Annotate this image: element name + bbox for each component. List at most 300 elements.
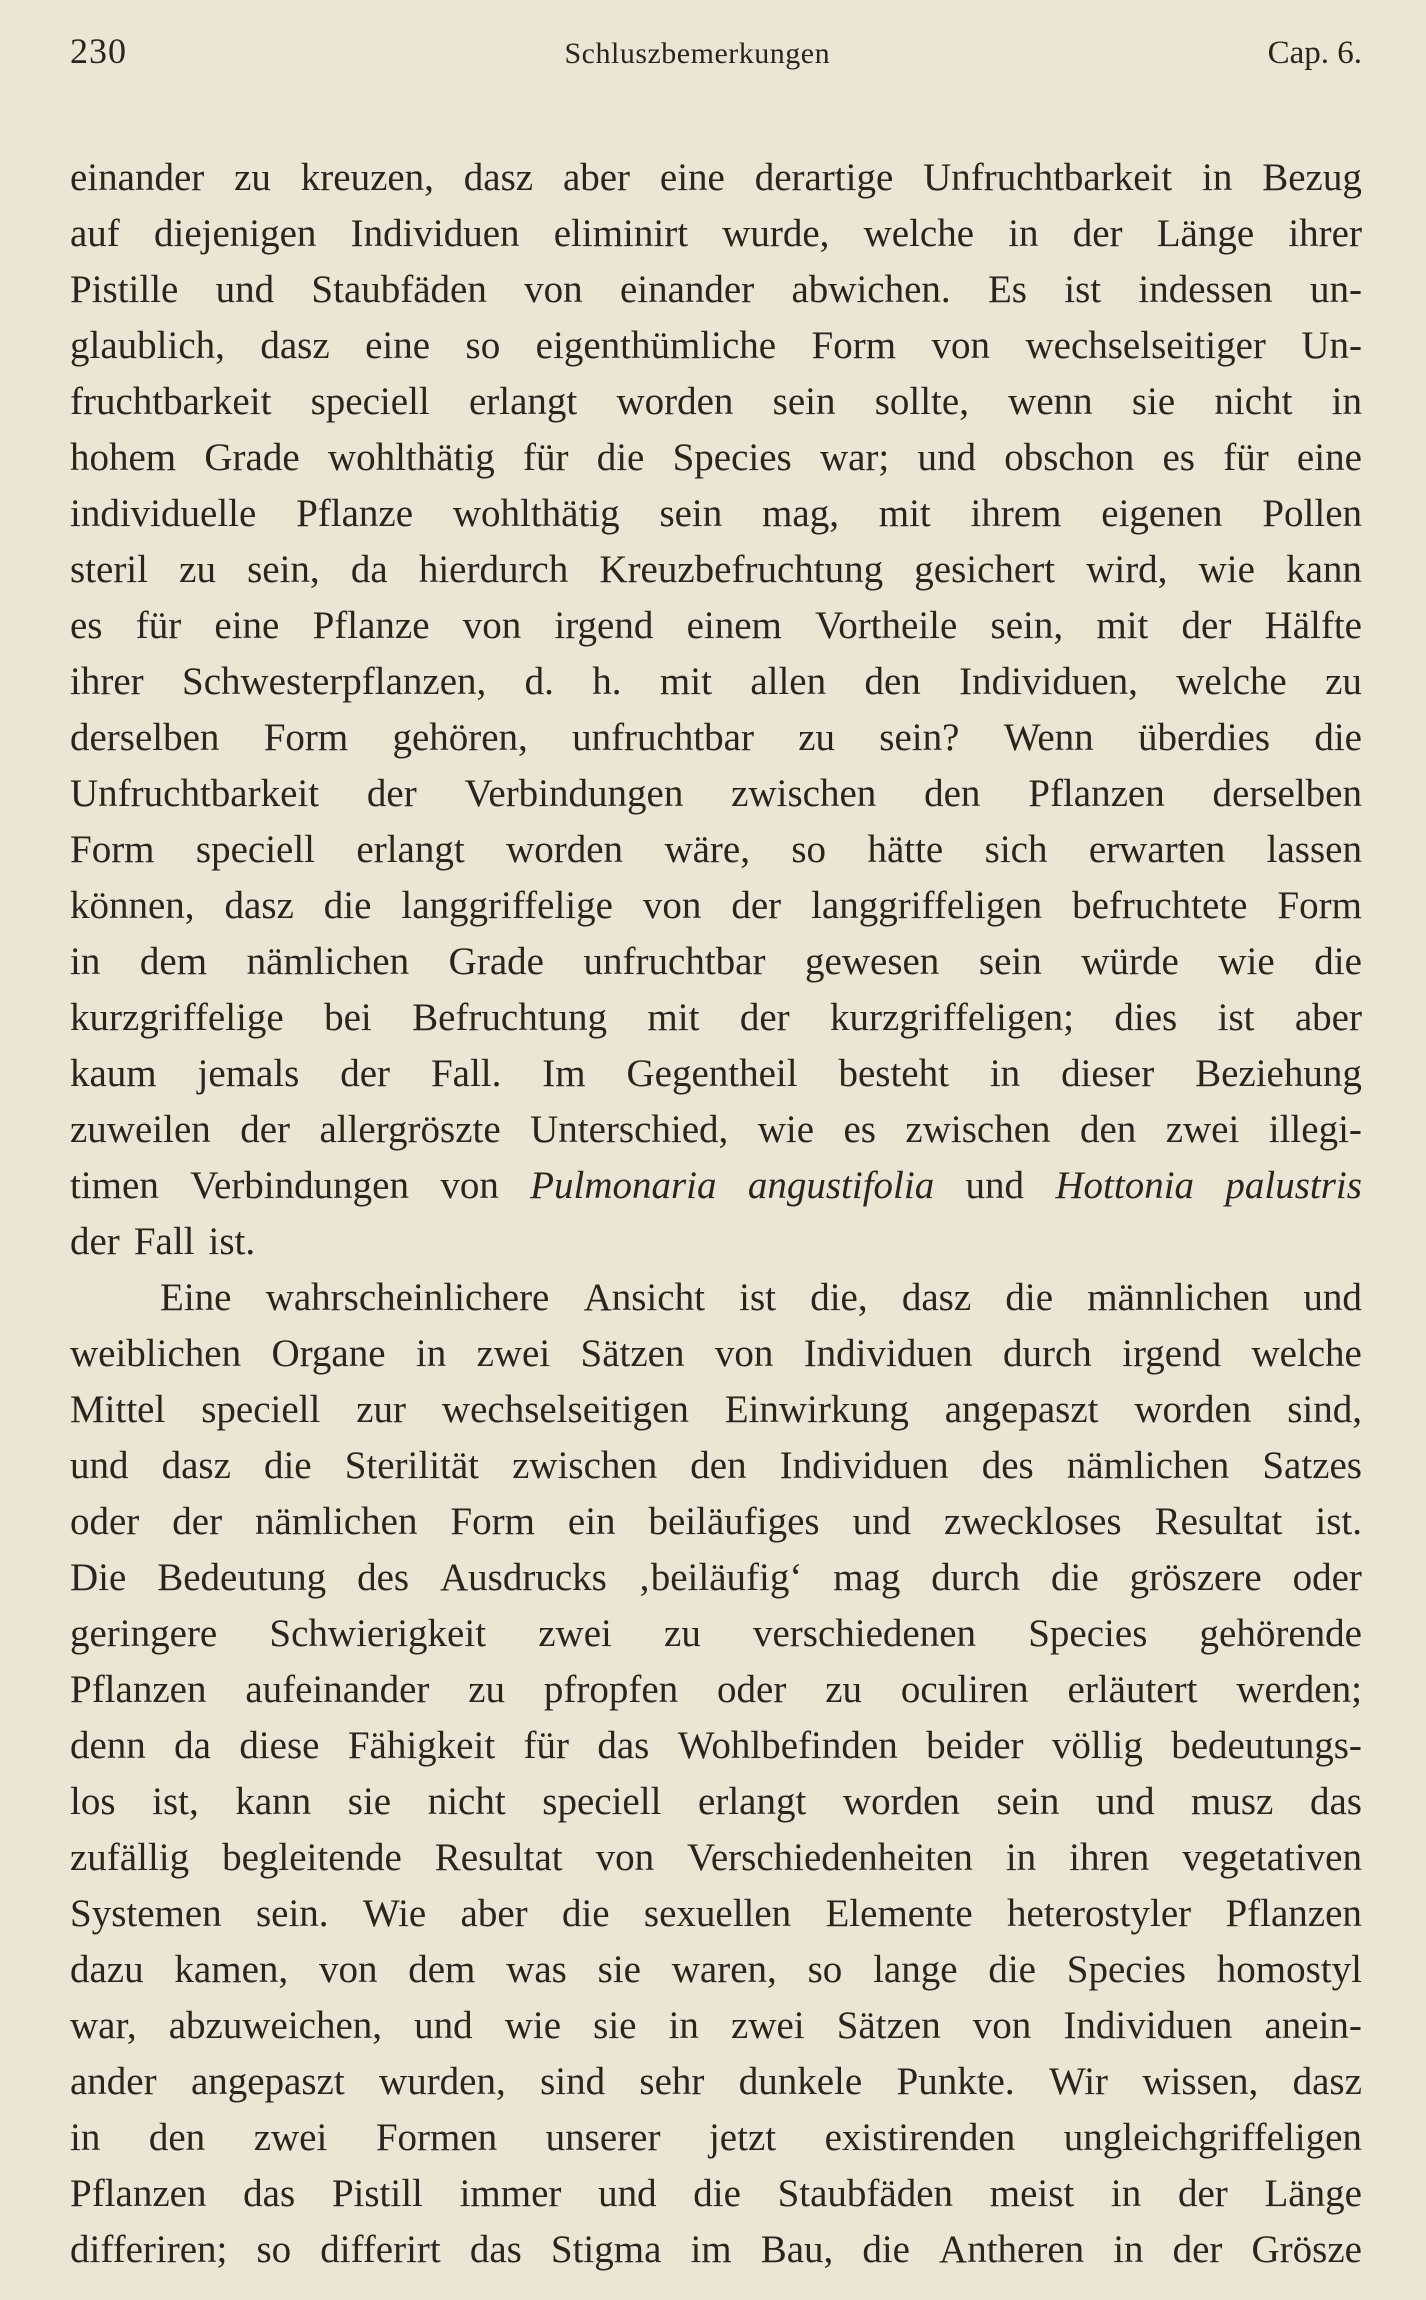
text-line: [70, 990, 1362, 1046]
word: da: [174, 1724, 211, 1767]
word: ist: [1217, 996, 1255, 1039]
word: Staubfäden: [777, 2172, 954, 2215]
chapter-label: Cap. 6.: [1267, 35, 1362, 71]
word: Die: [70, 1556, 127, 1599]
word: Species: [672, 436, 792, 479]
word: derartige: [754, 156, 894, 199]
word: welche: [1176, 660, 1287, 703]
word: in: [415, 1332, 447, 1375]
word: Sätzen: [580, 1332, 685, 1375]
word: Eine: [160, 1276, 232, 1319]
word: in: [989, 1052, 1021, 1095]
word: h.: [592, 660, 622, 703]
word: Pflanzen: [1028, 772, 1165, 815]
word: allen: [750, 660, 827, 703]
word: diese: [239, 1724, 320, 1767]
text-line: [70, 710, 1362, 766]
word: oder: [1292, 1556, 1362, 1599]
word: erwarten: [1088, 828, 1226, 871]
word: durch: [1003, 1332, 1092, 1375]
word: der: [1172, 2228, 1223, 2271]
word: speciell: [195, 828, 316, 871]
word: zwischen: [512, 1444, 658, 1487]
word: Hälfte: [1264, 604, 1362, 647]
word: mit: [878, 492, 931, 535]
word: immer: [459, 2172, 562, 2215]
text-line: [70, 2110, 1362, 2166]
word: derselben: [1212, 772, 1362, 815]
word: dasz: [260, 324, 330, 367]
word: dieser: [1061, 1052, 1155, 1095]
word: zwischen: [731, 772, 877, 815]
word: oder: [717, 1668, 787, 1711]
word: die: [1314, 716, 1362, 759]
word: kurzgriffelige: [70, 996, 284, 1039]
word: palustris: [1225, 1164, 1362, 1207]
word: und: [965, 1164, 1025, 1207]
word: geringere: [70, 1612, 218, 1655]
word: denn: [70, 1724, 146, 1767]
word: ungleichgriffeligen: [1063, 2116, 1362, 2159]
word: der: [366, 772, 417, 815]
word: völlig: [1051, 1724, 1143, 1767]
word: Form: [811, 324, 897, 367]
word: Schwierigkeit: [269, 1612, 487, 1655]
word: der: [731, 884, 782, 927]
word: unfruchtbar: [572, 716, 754, 759]
word: Unfruchtbarkeit: [923, 156, 1173, 199]
word: Pulmonaria: [530, 1164, 717, 1207]
word: Pflanzen: [70, 1668, 207, 1711]
text-line: [70, 1438, 1362, 1494]
word: Form: [70, 828, 155, 871]
text-line: [70, 1662, 1362, 1718]
word: Befruchtung: [412, 996, 608, 1039]
word: von: [440, 1164, 499, 1207]
word: Pistille: [70, 268, 179, 311]
word: sein?: [879, 716, 960, 759]
word: zweckloses: [944, 1500, 1122, 1543]
word: eine: [659, 156, 725, 199]
text-line: [70, 766, 1362, 822]
word: ‚beiläufig‘: [637, 1556, 803, 1599]
word: Pflanzen: [70, 2172, 207, 2215]
word: Ausdrucks: [440, 1556, 607, 1599]
word: sind: [540, 2060, 606, 2103]
word: der: [240, 1108, 291, 1151]
word: wechselseitiger: [1025, 324, 1266, 367]
word: auf: [70, 212, 120, 255]
word: kreuzen,: [300, 156, 434, 199]
word: sich: [984, 828, 1048, 871]
word: des: [357, 1556, 410, 1599]
word: welche: [1251, 1332, 1362, 1375]
word: Individuen: [779, 1444, 949, 1487]
word: nicht: [427, 1780, 506, 1823]
word: Hottonia: [1055, 1164, 1195, 1207]
text-line: [70, 2166, 1362, 2222]
text-line: [70, 1774, 1362, 1830]
text-line: [70, 934, 1362, 990]
word: Punkte.: [896, 2060, 1015, 2103]
word: mag,: [762, 492, 839, 535]
word: unserer: [545, 2116, 661, 2159]
word: das: [469, 2228, 522, 2271]
word: aber: [1294, 996, 1362, 1039]
word: Verschiedenheiten: [687, 1836, 973, 1879]
word: die: [561, 1892, 610, 1935]
word: der: [1072, 212, 1123, 255]
word: der: [70, 1220, 120, 1263]
word: für: [135, 604, 182, 647]
word: von: [595, 1836, 655, 1879]
word: Form: [1277, 884, 1362, 927]
word: ein: [567, 1500, 616, 1543]
word: so: [791, 828, 827, 871]
word: zu: [664, 1612, 701, 1655]
word: sein: [659, 492, 723, 535]
word: gewesen: [805, 940, 940, 983]
word: zur: [356, 1388, 407, 1431]
text-line: [70, 1550, 1362, 1606]
word: sie: [1131, 380, 1176, 423]
word: sie: [597, 1948, 641, 1991]
word: ist: [739, 1276, 776, 1319]
text-line: [70, 1214, 1362, 1270]
word: von: [972, 2004, 1032, 2047]
word: Fall.: [430, 1052, 502, 1095]
word: ihren: [1069, 1836, 1150, 1879]
word: dazu: [70, 1948, 144, 1991]
word: es: [1162, 436, 1195, 479]
word: der: [340, 1052, 391, 1095]
word: den: [924, 772, 981, 815]
word: da: [350, 548, 388, 591]
word: derselben: [70, 716, 220, 759]
word: die: [1314, 940, 1362, 983]
word: allergröszte: [319, 1108, 501, 1151]
word: un-: [1309, 268, 1362, 311]
word: die: [862, 2228, 910, 2271]
word: von: [318, 1948, 378, 1991]
word: die,: [810, 1276, 868, 1319]
word: Resultat: [434, 1836, 563, 1879]
word: kaum: [70, 1052, 157, 1095]
word: speciell: [201, 1388, 321, 1431]
word: jemals: [197, 1052, 300, 1095]
word: war;: [819, 436, 890, 479]
text-line: [70, 822, 1362, 878]
word: von: [931, 324, 991, 367]
word: in: [70, 940, 101, 983]
word: für: [523, 1724, 570, 1767]
word: Grösze: [1251, 2228, 1362, 2271]
word: verschiedenen: [753, 1612, 977, 1655]
word: existirenden: [824, 2116, 1016, 2159]
word: oder: [70, 1500, 140, 1543]
word: zu: [234, 156, 271, 199]
word: beiläufiges: [648, 1500, 820, 1543]
word: erläutert: [1067, 1668, 1198, 1711]
word: jetzt: [708, 2116, 777, 2159]
word: Sterilität: [344, 1444, 480, 1487]
word: der: [172, 1500, 223, 1543]
text-line: [70, 542, 1362, 598]
word: worden: [616, 380, 734, 423]
word: sie: [593, 2004, 637, 2047]
running-title: Schluszbemerkungen: [564, 37, 831, 70]
word: männlichen: [1087, 1276, 1270, 1319]
word: aufeinander: [245, 1668, 430, 1711]
text-line: [70, 486, 1362, 542]
word: kann: [235, 1780, 312, 1823]
word: die: [323, 884, 372, 927]
word: Kreuzbefruchtung: [599, 548, 884, 591]
text-line: [70, 1718, 1362, 1774]
word: in: [1005, 1836, 1037, 1879]
word: es: [843, 1108, 876, 1151]
text-line: [70, 262, 1362, 318]
word: zwischen: [905, 1108, 1051, 1151]
word: in: [668, 2004, 699, 2047]
word: dies: [1114, 996, 1178, 1039]
word: und: [414, 2004, 473, 2047]
word: welche: [863, 212, 975, 255]
word: den: [864, 660, 921, 703]
word: Unterschied,: [530, 1108, 729, 1151]
text-line: [70, 1942, 1362, 1998]
word: dunkele: [738, 2060, 863, 2103]
word: d.: [524, 660, 554, 703]
word: gröszere: [1129, 1556, 1262, 1599]
word: Individuen: [350, 212, 520, 255]
word: wie: [1198, 548, 1255, 591]
word: zu: [1325, 660, 1362, 703]
word: durch: [931, 1556, 1021, 1599]
word: und: [215, 268, 275, 311]
word: wechselseitigen: [441, 1388, 689, 1431]
word: aber: [460, 1892, 528, 1935]
word: differiren;: [70, 2228, 228, 2271]
word: und: [917, 436, 976, 479]
word: sein: [996, 1780, 1060, 1823]
word: sollte,: [874, 380, 969, 423]
word: von: [462, 604, 522, 647]
word: hohem: [70, 436, 177, 479]
word: langgriffeligen: [811, 884, 1043, 927]
word: wäre,: [664, 828, 750, 871]
word: dem: [139, 940, 208, 983]
word: sehr: [639, 2060, 705, 2103]
word: Im: [542, 1052, 586, 1095]
word: illegi-: [1268, 1108, 1362, 1151]
word: erlangt: [698, 1780, 807, 1823]
word: mag: [833, 1556, 901, 1599]
text-line: [70, 1102, 1362, 1158]
word: dasz: [463, 156, 534, 199]
word: für: [1223, 436, 1269, 479]
word: Es: [987, 268, 1027, 311]
word: wird,: [1086, 548, 1168, 591]
word: sie: [347, 1780, 392, 1823]
word: vegetativen: [1182, 1836, 1362, 1879]
word: und: [598, 2172, 657, 2215]
text-line: [70, 1382, 1362, 1438]
word: angustifolia: [747, 1164, 935, 1207]
word: wurden,: [379, 2060, 506, 2103]
word: wurde,: [722, 212, 830, 255]
word: wahrscheinlichere: [265, 1276, 550, 1319]
word: worden: [1134, 1388, 1252, 1431]
word: kann: [1286, 548, 1362, 591]
word: von: [714, 1332, 774, 1375]
word: einem: [686, 604, 782, 647]
word: Sätzen: [836, 2004, 941, 2047]
word: des: [981, 1444, 1034, 1487]
word: Formen: [375, 2116, 498, 2159]
text-line: [70, 1886, 1362, 1942]
word: nicht: [1214, 380, 1293, 423]
word: Wir: [1048, 2060, 1109, 2103]
word: sein.: [255, 1892, 329, 1935]
word: oculiren: [900, 1668, 1029, 1711]
text-line: [70, 1606, 1362, 1662]
word: Pollen: [1262, 492, 1362, 535]
word: Einwirkung: [724, 1388, 909, 1431]
word: wenn: [1008, 380, 1093, 423]
word: angepaszt: [190, 2060, 345, 2103]
running-header: [70, 30, 1362, 86]
word: Wohlbefinden: [677, 1724, 898, 1767]
text-line: [70, 150, 1362, 206]
word: zufällig: [70, 1836, 190, 1879]
word: los: [70, 1780, 116, 1823]
word: Verbindungen: [190, 1164, 409, 1207]
word: die: [988, 1948, 1036, 1991]
word: im: [690, 2228, 732, 2271]
word: bei: [324, 996, 372, 1039]
word: Ansicht: [583, 1276, 705, 1319]
word: Wenn: [1003, 716, 1094, 759]
text-line: [70, 1158, 1362, 1214]
text-line: [70, 318, 1362, 374]
word: die: [1051, 1556, 1099, 1599]
word: Antheren: [939, 2228, 1085, 2271]
word: Pistill: [331, 2172, 423, 2215]
word: Species: [1066, 1948, 1186, 1991]
word: sexuellen: [643, 1892, 792, 1935]
word: heterostyler: [1007, 1892, 1192, 1935]
word: weiblichen: [70, 1332, 242, 1375]
word: so: [807, 1948, 843, 1991]
word: Form: [263, 716, 349, 759]
word: lassen: [1266, 828, 1362, 871]
word: Pflanze: [312, 604, 430, 647]
text-line: [70, 430, 1362, 486]
word: wissen,: [1142, 2060, 1259, 2103]
word: sein,: [247, 548, 320, 591]
text-line: [70, 206, 1362, 262]
word: glaublich,: [70, 324, 225, 367]
word: zwei: [476, 1332, 551, 1375]
word: zu: [825, 1668, 863, 1711]
word: Satzes: [1262, 1444, 1362, 1487]
word: kamen,: [174, 1948, 289, 1991]
word: werden;: [1236, 1668, 1362, 1711]
word: Systemen: [70, 1892, 222, 1935]
word: eine: [214, 604, 280, 647]
word: Fähigkeit: [347, 1724, 496, 1767]
word: und: [1303, 1276, 1362, 1319]
word: wie: [504, 2004, 562, 2047]
word: von: [524, 268, 583, 311]
word: zwei: [731, 2004, 805, 2047]
word: das: [1309, 1780, 1362, 1823]
word: fruchtbarkeit: [70, 380, 272, 423]
text-line: [70, 1326, 1362, 1382]
word: in: [70, 2116, 101, 2159]
word: ist.: [208, 1220, 256, 1263]
word: angepaszt: [944, 1388, 1099, 1431]
word: ist,: [152, 1780, 199, 1823]
word: mit: [659, 660, 712, 703]
word: zu: [468, 1668, 506, 1711]
word: die: [263, 1444, 312, 1487]
word: Länge: [1264, 2172, 1362, 2215]
word: aber: [562, 156, 631, 199]
text-line: [70, 1046, 1362, 1102]
word: wohlthätig: [452, 492, 620, 535]
word: ihrem: [970, 492, 1062, 535]
word: beider: [926, 1724, 1024, 1767]
word: der: [739, 996, 790, 1039]
word: und: [852, 1500, 912, 1543]
word: können,: [70, 884, 195, 927]
word: mit: [647, 996, 700, 1039]
text-line: [70, 1830, 1362, 1886]
word: ihrer: [1288, 212, 1362, 255]
word: Fall: [133, 1220, 195, 1263]
word: steril: [70, 548, 148, 591]
text-line: [70, 1270, 1362, 1326]
word: zwei: [253, 2116, 328, 2159]
page-number: 230: [70, 31, 127, 71]
word: dem: [408, 1948, 476, 1991]
word: von: [642, 884, 702, 927]
word: so: [465, 324, 501, 367]
text-line: [70, 374, 1362, 430]
word: Grade: [448, 940, 544, 983]
word: was: [506, 1948, 567, 1991]
word: zwei: [1165, 1108, 1240, 1151]
word: homostyl: [1216, 1948, 1362, 1991]
word: dasz: [224, 884, 294, 927]
word: Individuen,: [959, 660, 1138, 703]
word: Gegentheil: [626, 1052, 798, 1095]
word: in: [1113, 2228, 1144, 2271]
word: wie: [757, 1108, 815, 1151]
word: den: [1079, 1108, 1137, 1151]
word: speciell: [542, 1780, 662, 1823]
word: abwichen.: [791, 268, 951, 311]
word: eine: [1296, 436, 1362, 479]
text-line: [70, 1494, 1362, 1550]
word: gehören,: [392, 716, 528, 759]
word: differirt: [320, 2228, 441, 2271]
word: der: [1177, 2172, 1228, 2215]
word: nämlichen: [255, 1500, 418, 1543]
word: hätte: [867, 828, 944, 871]
